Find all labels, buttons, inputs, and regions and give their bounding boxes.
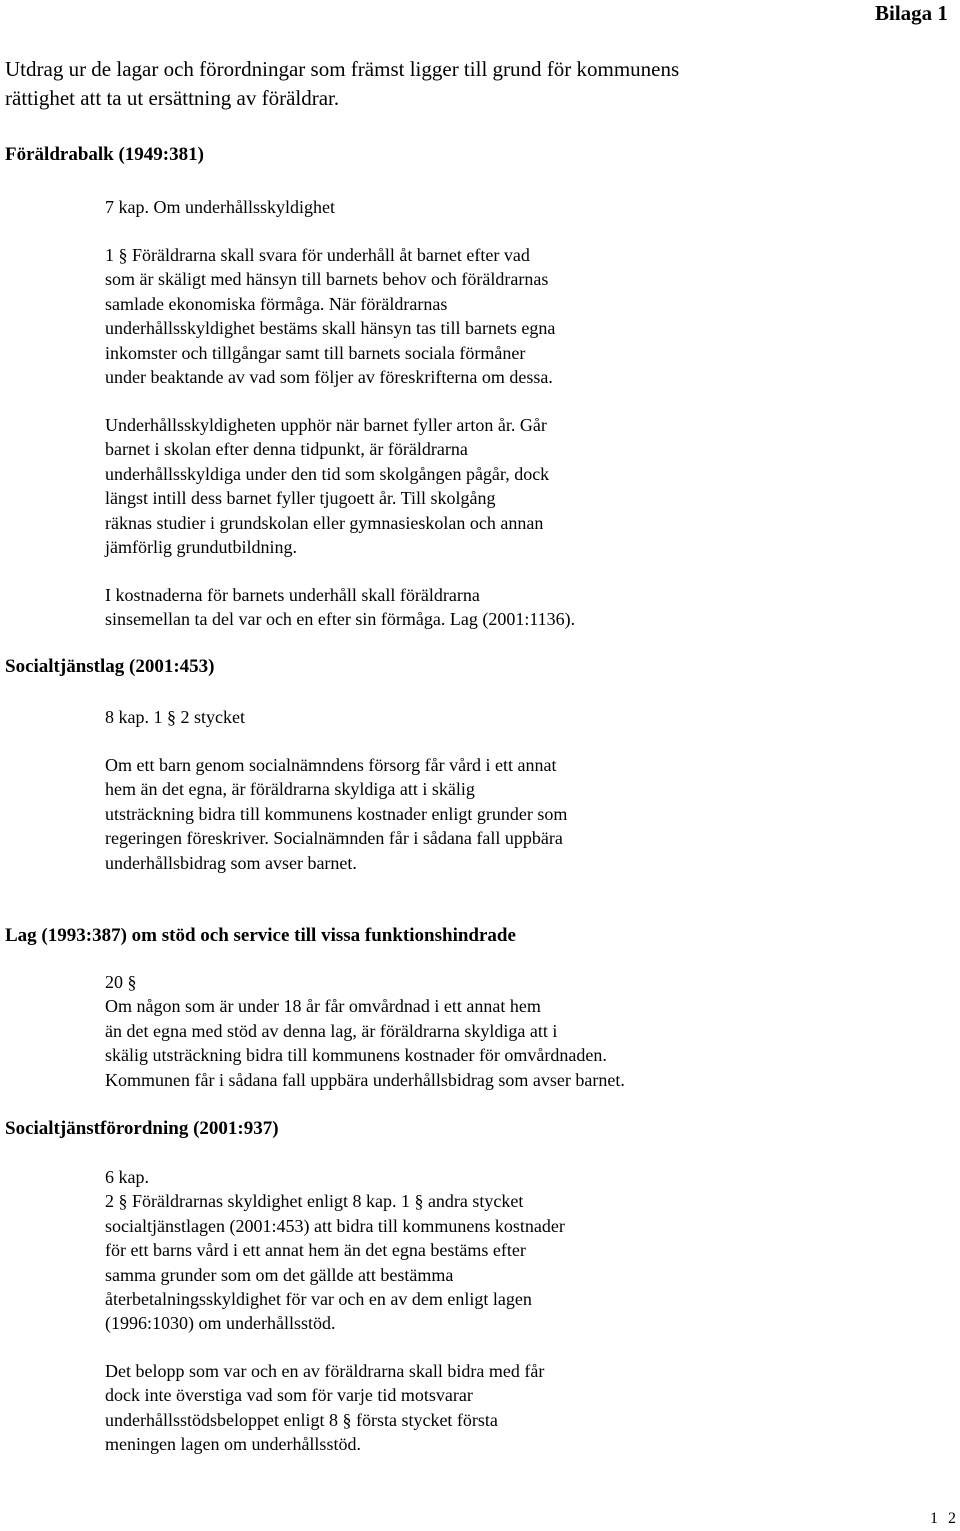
text-line: Om någon som är under 18 år får omvårdnad i ett annat hem [105, 996, 541, 1017]
text-line: utsträckning bidra till kommunens kostnader enligt grunder som [105, 803, 568, 824]
section-title-socialtjanstlag: Socialtjänstlag (2001:453) [5, 656, 215, 677]
paragraph [105, 413, 549, 559]
text-line: underhållsbidrag som avser barnet. [105, 852, 357, 873]
paragraph [105, 583, 575, 632]
paragraph [105, 753, 567, 875]
text-line: 20 § [105, 972, 137, 992]
text-line: I kostnaderna för barnets underhåll skall föräldrarna [105, 585, 480, 605]
text-line: Underhållsskyldigheten upphör när barnet fyller arton år. Går [105, 415, 547, 435]
paragraph [105, 1165, 565, 1336]
text-line: längst intill dess barnet fyller tjugoett år. Till skolgång [105, 488, 496, 509]
text-line: jämförlig grundutbildning. [105, 537, 297, 558]
text-line: återbetalningsskyldighet för var och en av dem enligt lagen [105, 1289, 532, 1310]
text-line: 2 § Föräldrarnas skyldighet enligt 8 kap. 1 § andra stycket [105, 1191, 524, 1212]
text-line: samlade ekonomiska förmåga. När föräldrarnas [105, 293, 448, 314]
intro-text [5, 55, 679, 113]
text-line: regeringen föreskriver. Socialnämnden får i sådana fall uppbära [105, 828, 563, 849]
text-line: sinsemellan ta del var och en efter sin förmåga. Lag (2001:1136). [105, 609, 576, 630]
chapter-heading: 7 kap. Om underhållsskyldighet [105, 197, 335, 217]
section-title-lss: Lag (1993:387) om stöd och service till vissa funktionshindrade [5, 925, 516, 946]
intro-line: rättighet att ta ut ersättning av föräldrar. [5, 86, 340, 110]
section-title-foraldrabalk: Föräldrabalk (1949:381) [5, 144, 204, 165]
chapter-heading: 8 kap. 1 § 2 stycket [105, 707, 245, 727]
text-line: Det belopp som var och en av föräldrarna skall bidra med får [105, 1361, 545, 1381]
paragraph [105, 970, 625, 1092]
text-line: 6 kap. [105, 1167, 149, 1187]
paragraph [105, 243, 555, 389]
text-line: under beaktande av vad som följer av föreskrifterna om dessa. [105, 367, 553, 388]
text-line: Om ett barn genom socialnämndens försorg får vård i ett annat [105, 755, 557, 775]
text-line: barnet i skolan efter denna tidpunkt, är föräldrarna [105, 439, 468, 460]
text-line: samma grunder som om det gällde att bestämma [105, 1264, 454, 1285]
text-line: än det egna med stöd av denna lag, är föräldrarna skyldiga att i [105, 1020, 558, 1041]
text-line: (1996:1030) om underhållsstöd. [105, 1313, 336, 1334]
text-line: inkomster och tillgångar samt till barnets sociala förmåner [105, 342, 526, 363]
text-line: räknas studier i grundskolan eller gymnasieskolan och annan [105, 512, 544, 533]
text-line: 1 § Föräldrarna skall svara för underhåll åt barnet efter vad [105, 245, 530, 265]
text-line: skälig utsträckning bidra till kommunens kostnader för omvårdnaden. [105, 1045, 607, 1066]
text-line: för ett barns vård i ett annat hem än det egna bestäms efter [105, 1240, 526, 1261]
paragraph [105, 1359, 544, 1457]
bilaga-label: Bilaga 1 [875, 1, 948, 25]
text-line: underhållsskyldighet bestäms skall hänsyn tas till barnets egna [105, 318, 556, 339]
text-line: hem än det egna, är föräldrarna skyldiga att i skälig [105, 779, 475, 800]
text-line: underhållsstödsbeloppet enligt 8 § första stycket första [105, 1409, 498, 1430]
text-line: underhållsskyldiga under den tid som skolgången pågår, dock [105, 463, 550, 484]
section-title-socialtjanstforordning: Socialtjänstförordning (2001:937) [5, 1118, 279, 1139]
text-line: som är skäligt med hänsyn till barnets behov och föräldrarnas [105, 269, 549, 290]
text-line: Kommunen får i sådana fall uppbära underhållsbidrag som avser barnet. [105, 1069, 625, 1090]
text-line: dock inte överstiga vad som för varje tid motsvarar [105, 1385, 473, 1406]
page-number: 1 2 [930, 1510, 959, 1527]
intro-line: Utdrag ur de lagar och förordningar som främst ligger till grund för kommunens [5, 57, 680, 81]
text-line: socialtjänstlagen (2001:453) att bidra till kommunens kostnader [105, 1215, 565, 1236]
text-line: meningen lagen om underhållsstöd. [105, 1434, 361, 1455]
